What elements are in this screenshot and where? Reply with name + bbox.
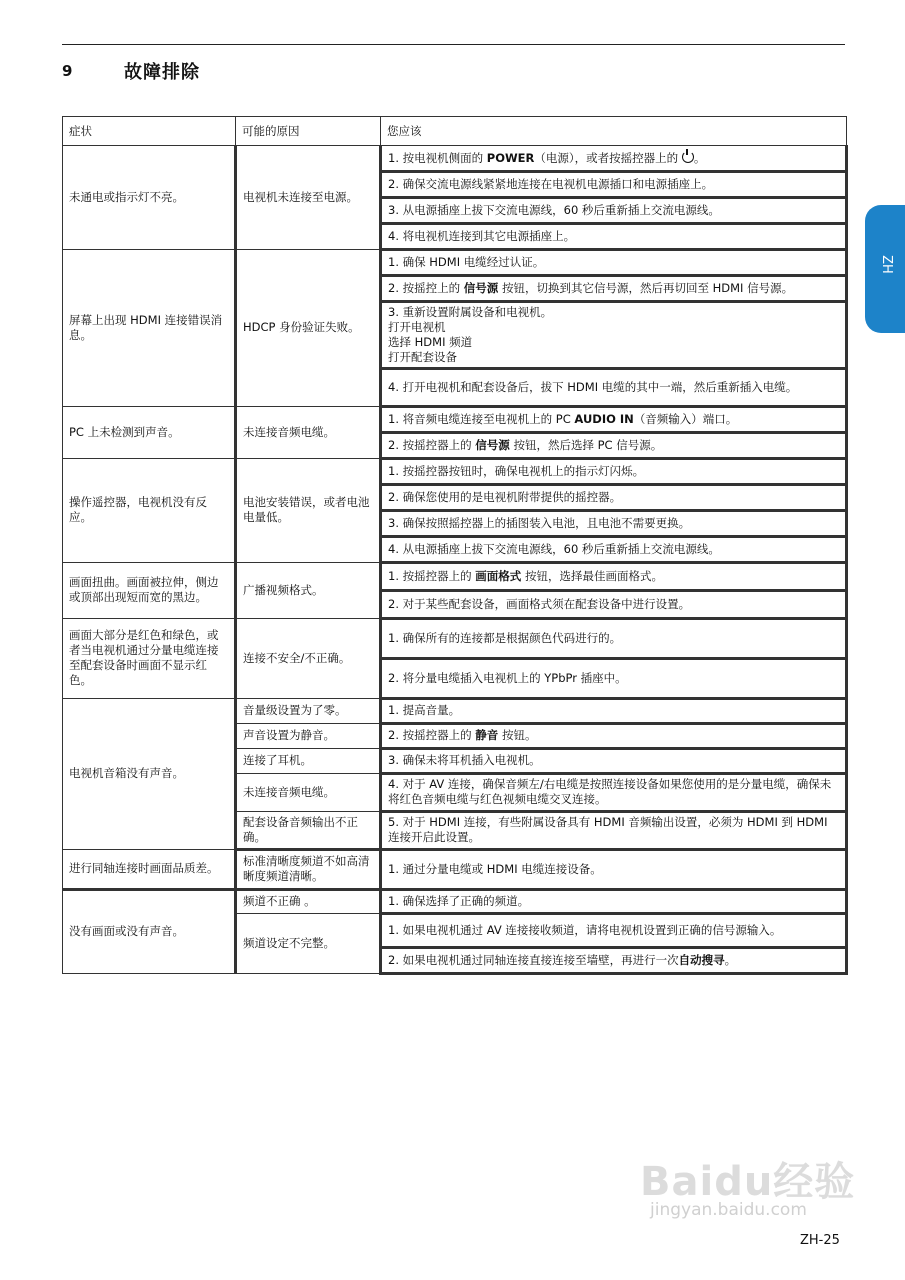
solution-cell [381, 947, 847, 973]
language-tab-label: ZH [878, 255, 894, 274]
solution-cell: 2. 将分量电缆插入电视机上的 YPbPr 插座中。 [381, 658, 847, 698]
cause-cell: 配套设备音频输出不正确。 [236, 811, 381, 849]
symptom-cell: 电视机音箱没有声音。 [63, 698, 236, 849]
header-symptom: 症状 [63, 117, 236, 146]
solution-line: 打开配套设备 [388, 349, 457, 364]
cause-cell: 音量级设置为了零。 [236, 698, 381, 723]
symptom-cell: 没有画面或没有声音。 [63, 889, 236, 973]
solution-text: 按钮，选择最佳画面格式。 [521, 568, 663, 583]
cause-cell: HDCP 身份验证失败。 [236, 250, 381, 407]
audio-in-label: AUDIO IN [574, 411, 634, 426]
cause-cell: 电视机未连接至电源。 [236, 146, 381, 250]
top-rule [62, 44, 845, 45]
section-title: 故障排除 [124, 62, 200, 83]
symptom-cell: 未通电或指示灯不亮。 [63, 146, 236, 250]
header-solution: 您应该 [381, 117, 847, 146]
cause-cell: 未连接音频电缆。 [236, 406, 381, 458]
solution-text: 1. 按电视机侧面的 [388, 150, 487, 165]
cause-cell: 电池安装错误，或者电池电量低。 [236, 458, 381, 562]
symptom-cell: 操作遥控器，电视机没有反应。 [63, 458, 236, 562]
solution-cell [381, 302, 847, 369]
solution-cell [381, 276, 847, 302]
troubleshooting-table [62, 116, 848, 975]
cause-cell: 连接了耳机。 [236, 748, 381, 773]
solution-cell: 4. 打开电视机和配套设备后，拔下 HDMI 电缆的其中一端，然后重新插入电缆。 [381, 368, 847, 406]
solution-cell [381, 406, 847, 432]
solution-cell: 1. 按摇控器按钮时，确保电视机上的指示灯闪烁。 [381, 458, 847, 484]
solution-cell: 3. 确保未将耳机插入电视机。 [381, 748, 847, 773]
table-row [63, 458, 847, 484]
cause-cell: 未连接音频电缆。 [236, 773, 381, 811]
section-number: 9 [62, 62, 73, 80]
solution-cell: 4. 从电源插座上拔下交流电源线，60 秒后重新插上交流电源线。 [381, 536, 847, 562]
cause-cell: 频道不正确 。 [236, 889, 381, 913]
solution-cell: 2. 确保交流电源线紧紧地连接在电视机电源插口和电源插座上。 [381, 172, 847, 198]
power-icon [682, 151, 694, 163]
header-cause: 可能的原因 [236, 117, 381, 146]
picture-format-label: 画面格式 [475, 568, 522, 583]
solution-text: 按钮，然后选择 PC 信号源。 [509, 437, 663, 452]
table-row [63, 250, 847, 276]
solution-cell [381, 432, 847, 458]
symptom-cell: PC 上未检测到声音。 [63, 406, 236, 458]
language-tab [865, 205, 905, 333]
solution-cell: 1. 确保选择了正确的频道。 [381, 889, 847, 913]
solution-cell: 2. 确保您使用的是电视机附带提供的摇控器。 [381, 484, 847, 510]
solution-cell [381, 146, 847, 172]
table-row [63, 146, 847, 172]
solution-cell: 1. 通过分量电缆或 HDMI 电缆连接设备。 [381, 849, 847, 889]
cause-cell: 连接不安全/不正确。 [236, 618, 381, 698]
auto-search-label: 自动搜寻 [678, 952, 725, 967]
table-header-row [63, 117, 847, 146]
power-label: POWER [486, 150, 535, 165]
solution-cell: 1. 提高音量。 [381, 698, 847, 723]
cause-cell: 频道设定不完整。 [236, 913, 381, 973]
baidu-watermark-logo: Baidu经验 [640, 1159, 856, 1205]
solution-text: 。 [693, 150, 706, 165]
solution-cell: 1. 确保所有的连接都是根据颜色代码进行的。 [381, 618, 847, 658]
mute-label: 静音 [475, 728, 499, 743]
solution-cell: 4. 将电视机连接到其它电源插座上。 [381, 224, 847, 250]
table-row [63, 849, 847, 889]
symptom-cell: 屏幕上出现 HDMI 连接错误消息。 [63, 250, 236, 407]
solution-cell: 1. 如果电视机通过 AV 连接接收频道，请将电视机设置到正确的信号源输入。 [381, 913, 847, 947]
source-label: 信号源 [463, 281, 499, 296]
table-row [63, 562, 847, 590]
solution-text: （音频输入）端口。 [633, 411, 738, 426]
solution-text: 。 [724, 952, 737, 967]
symptom-cell: 画面扭曲。画面被拉伸，侧边或顶部出现短而宽的黑边。 [63, 562, 236, 618]
solution-text: 1. 将音频电缆连接至电视机上的 PC [388, 411, 575, 426]
solution-cell: 3. 从电源插座上拔下交流电源线，60 秒后重新插上交流电源线。 [381, 198, 847, 224]
baidu-watermark-url: jingyan.baidu.com [650, 1200, 807, 1220]
solution-text: 2. 如果电视机通过同轴连接直接连接至墙壁，再进行一次 [388, 952, 679, 967]
solution-cell: 4. 对于 AV 连接，确保音频左/右电缆是按照连接设备如果您使用的是分量电缆，确保未将红色音频电缆与红色视频电缆交叉连接。 [381, 773, 847, 811]
page-number: ZH-25 [800, 1233, 840, 1248]
source-label: 信号源 [475, 437, 510, 452]
table-row [63, 698, 847, 723]
solution-line: 3. 重新设置附属设备和电视机。 [388, 305, 553, 319]
symptom-cell: 画面大部分是红色和绿色，或者当电视机通过分量电缆连接至配套设备时画面不显示红色。 [63, 618, 236, 698]
cause-cell: 广播视频格式。 [236, 562, 381, 618]
solution-cell: 5. 对于 HDMI 连接，有些附属设备具有 HDMI 音频输出设置，必须为 HDMI 到 HDMI 连接开启此设置。 [381, 811, 847, 849]
solution-line: 选择 HDMI 频道 [388, 334, 473, 349]
symptom-cell: 进行同轴连接时画面品质差。 [63, 849, 236, 889]
cause-cell: 标准清晰度频道不如高清晰度频道清晰。 [236, 849, 381, 889]
solution-text: 1. 按摇控器上的 [388, 568, 476, 583]
solution-text: （电源），或者按摇控器上的 [534, 150, 682, 165]
table-row [63, 406, 847, 432]
solution-cell: 1. 确保 HDMI 电缆经过认证。 [381, 250, 847, 276]
solution-cell: 2. 对于某些配套设备，画面格式须在配套设备中进行设置。 [381, 590, 847, 618]
table-row [63, 618, 847, 658]
solution-text: 2. 按摇控器上的 [388, 728, 476, 743]
solution-cell [381, 562, 847, 590]
solution-cell [381, 723, 847, 748]
table-row [63, 889, 847, 913]
solution-text: 2. 按摇控器上的 [388, 437, 476, 452]
solution-text: 2. 按摇控上的 [388, 281, 464, 296]
cause-cell: 声音设置为静音。 [236, 723, 381, 748]
solution-cell: 3. 确保按照摇控器上的插图装入电池，且电池不需要更换。 [381, 510, 847, 536]
solution-text: 按钮。 [498, 728, 537, 743]
solution-text: 按钮，切换到其它信号源，然后再切回至 HDMI 信号源。 [498, 281, 794, 296]
solution-line: 打开电视机 [388, 319, 446, 334]
